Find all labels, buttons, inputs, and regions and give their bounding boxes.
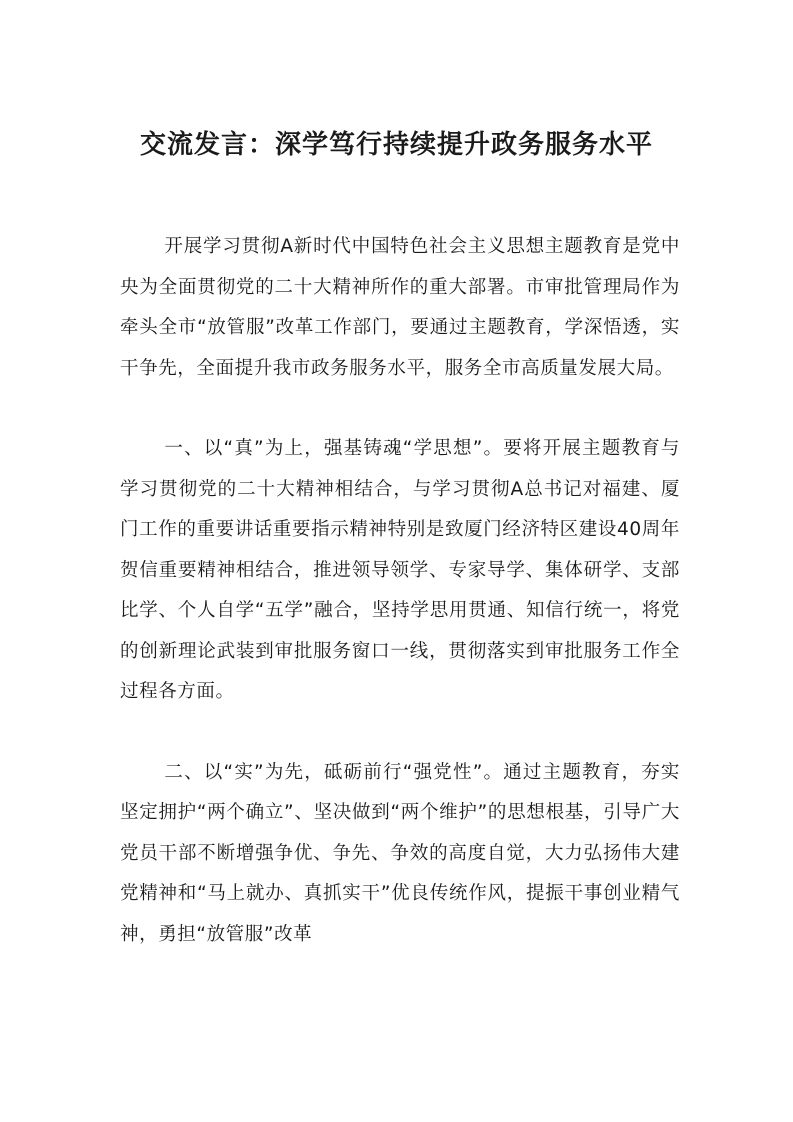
paragraph-intro: 开展学习贯彻A新时代中国特色社会主义思想主题教育是党中央为全面贯彻党的二十大精神所作的重大部署。市审批管理局作为牵头全市“放管服”改革工作部门，要通过主题教育，学深悟透，实干争先，全面提升我市政务服务水平，服务全市高质量发展大局。 bbox=[120, 236, 680, 379]
paragraph-section-two: 二、以“实”为先，砥砺前行“强党性”。通过主题教育，夯实坚定拥护“两个确立”、坚决做到“两个维护”的思想根基，引导广大党员干部不断增强争优、争先、争效的高度自觉，大力弘扬伟大建党精神和“马上就办、真抓实干”优良传统作风，提振干事创业精气神，勇担“放管服”改革 bbox=[120, 761, 680, 945]
paragraph-section-one: 一、以“真”为上，强基铸魂“学思想”。要将开展主题教育与学习贯彻党的二十大精神相结合，与学习贯彻A总书记对福建、厦门工作的重要讲话重要指示精神特别是致厦门经济特区建设40周年贺信重要精神相结合，推进领导领学、专家导学、集体研学、支部比学、个人自学“五学”融合，坚持学思用贯通、知信行统一，将党的创新理论武装到审批服务窗口一线，贯彻落实到审批服务工作全过程各方面。 bbox=[120, 438, 680, 702]
document-body bbox=[120, 227, 680, 955]
document-title: 交流发言：深学笃行持续提升政务服务水平 bbox=[139, 130, 653, 160]
